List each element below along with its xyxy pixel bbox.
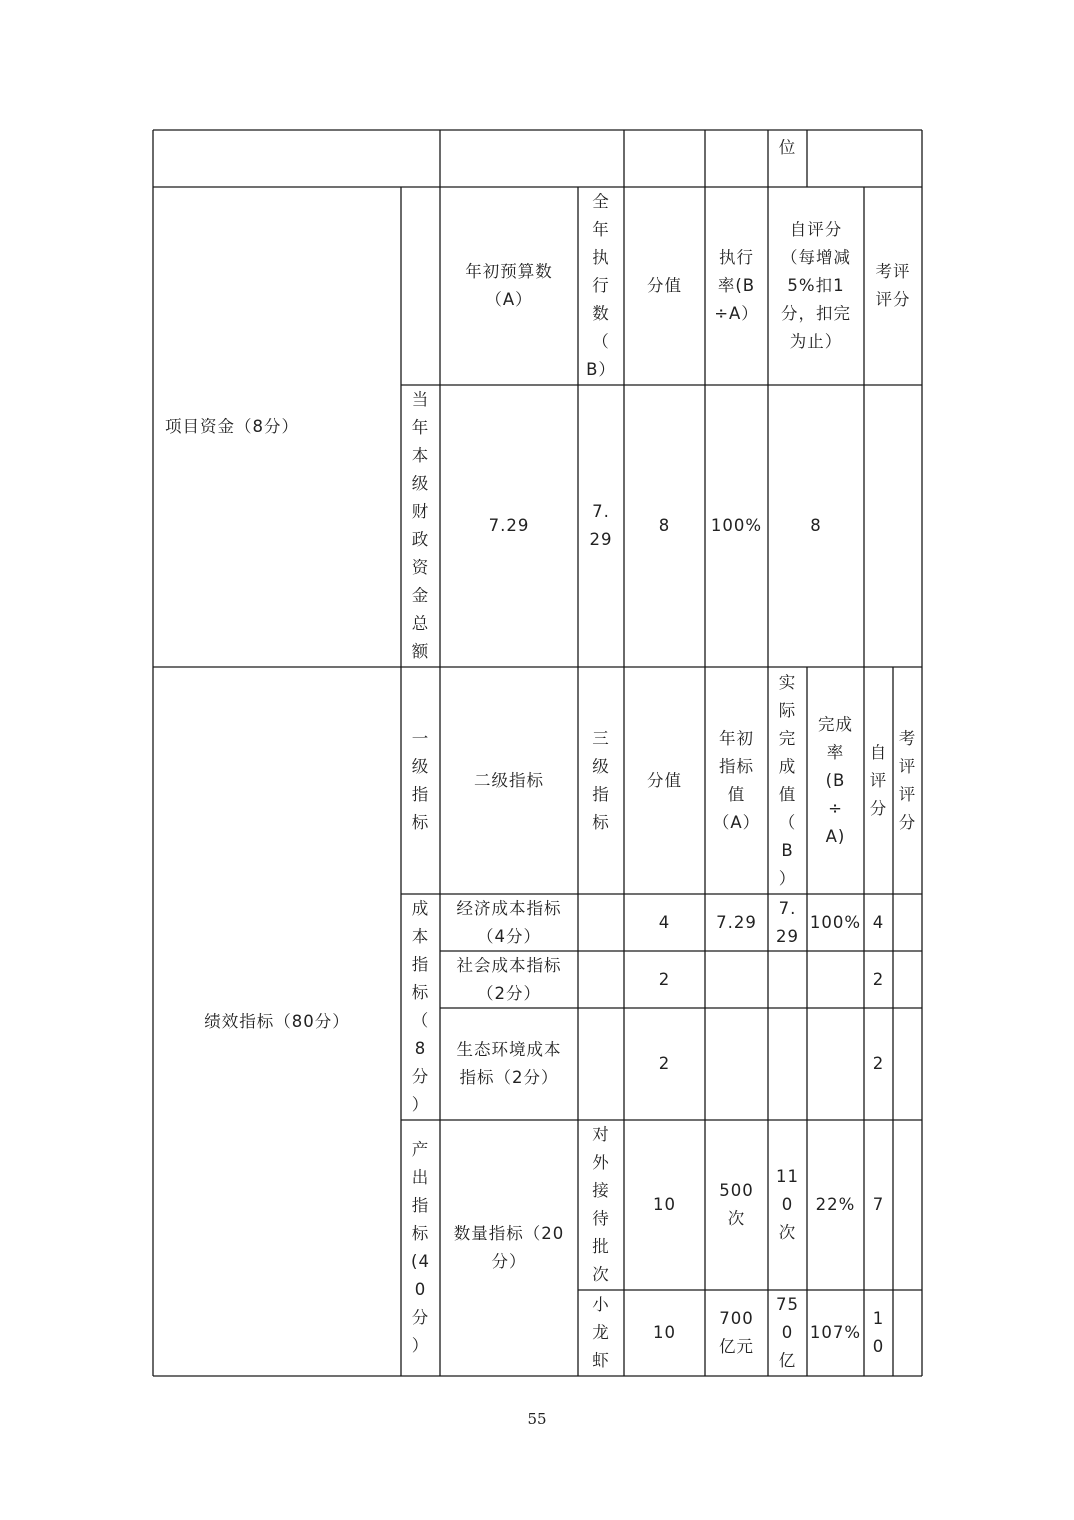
header-review-text: 考评 评分 <box>875 262 911 309</box>
output-level2-text: 数量指标（20 分） <box>453 1224 565 1271</box>
funds-row-self-eval <box>768 385 864 667</box>
cost-social-self-value: 2 <box>872 969 885 989</box>
page-number: 55 <box>527 1410 547 1428</box>
funds-annual-exec-value: 7. 29 <box>589 502 613 549</box>
table-row-cost-social-level2 <box>440 951 578 1008</box>
output-visits-name: 对 外 接 待 批 次 <box>592 1125 610 1284</box>
cost-economic-self-value: 4 <box>872 912 885 932</box>
cost-social-name: 社会成本指标 （2分） <box>456 955 562 1003</box>
perf-header-level3 <box>578 667 624 894</box>
cost-economic-completion-value: 100% <box>809 912 862 932</box>
cost-economic-name: 经济成本指标 （4分） <box>456 898 562 946</box>
cost-eco-score-value: 2 <box>658 1054 671 1073</box>
funds-row-score <box>624 385 705 667</box>
output-visits-self-value: 7 <box>872 1195 885 1214</box>
cost-eco-name: 生态环境成本 指标（2分） <box>456 1040 562 1087</box>
header-score-text: 分值 <box>647 276 682 295</box>
output-visits-actual <box>768 1120 807 1290</box>
funds-row-annual-exec <box>578 385 624 667</box>
header-exec-rate-text: 执行 率(B ÷A） <box>714 248 759 323</box>
header-perf-score-text: 分值 <box>647 770 682 790</box>
header-level3-text: 三 级 指 标 <box>592 728 610 832</box>
perf-header-target <box>705 667 768 894</box>
output-visits-target-value: 500 次 <box>719 1181 754 1228</box>
perf-header-actual <box>768 667 807 894</box>
output-crayfish-completion <box>807 1290 864 1376</box>
performance-label-cell <box>153 667 401 1376</box>
output-crayfish-target-value: 700 亿元 <box>719 1309 754 1356</box>
output-visits-score <box>624 1120 705 1290</box>
table-row-output-visits-level3 <box>578 1120 624 1290</box>
table-row-output-crayfish-level3 <box>578 1290 624 1376</box>
cost-social-score-value: 2 <box>658 969 671 989</box>
header-target-text: 年初 指标 值 （A） <box>712 728 761 832</box>
funds-header-score <box>624 187 705 385</box>
cost-economic-score-value: 4 <box>658 912 671 932</box>
perf-header-completion <box>807 667 864 894</box>
cost-social-score <box>624 951 705 1008</box>
output-crayfish-completion-value: 107% <box>809 1323 862 1342</box>
unit-fragment-cell <box>768 130 807 187</box>
header-self-eval-text: 自评分 （每增减 5%扣1 分，扣完 为止） <box>781 220 851 351</box>
funds-header-review <box>864 187 922 385</box>
header-initial-budget-text: 年初预算数 （A） <box>465 262 553 309</box>
cost-economic-score <box>624 894 705 951</box>
funds-header-exec-rate <box>705 187 768 385</box>
cost-eco-self <box>864 1008 893 1120</box>
output-crayfish-actual <box>768 1290 807 1376</box>
output-crayfish-score <box>624 1290 705 1376</box>
funds-self-eval-value: 8 <box>810 516 822 535</box>
table-row-cost-economic-level2 <box>440 894 578 951</box>
output-crayfish-score-value: 10 <box>653 1323 676 1342</box>
output-visits-actual-value: 11 0 次 <box>776 1167 799 1242</box>
funds-row-exec-rate <box>705 385 768 667</box>
funds-score-value: 8 <box>658 516 671 535</box>
cost-economic-actual-value: 7. 29 <box>776 898 799 946</box>
funds-exec-rate-value: 100% <box>710 516 763 535</box>
perf-header-review <box>893 667 922 894</box>
funds-row-name <box>401 385 440 667</box>
funds-label: 项目资金（8分） <box>165 417 299 436</box>
header-level1-text: 一 级 指 标 <box>411 728 430 832</box>
output-crayfish-self-value: 1 0 <box>872 1309 885 1356</box>
funds-label-cell <box>153 187 401 667</box>
output-visits-self <box>864 1120 893 1290</box>
header-completion-text: 完成 率 (B ÷ A) <box>818 714 853 846</box>
perf-header-level1 <box>401 667 440 894</box>
cost-social-self <box>864 951 893 1008</box>
header-level2-text: 二级指标 <box>474 770 544 790</box>
cost-level1-text: 成 本 指 标 （ 8 分 ） <box>411 899 430 1114</box>
cost-economic-target-value: 7.29 <box>716 912 757 932</box>
output-visits-completion-value: 22% <box>815 1195 856 1214</box>
cost-economic-self <box>864 894 893 951</box>
output-level1-text: 产 出 指 标 (4 0 分 ） <box>411 1140 430 1355</box>
output-visits-score-value: 10 <box>653 1195 676 1214</box>
table-row-cost-eco-level2 <box>440 1008 578 1120</box>
output-visits-target <box>705 1120 768 1290</box>
output-crayfish-actual-value: 75 0 亿 <box>776 1295 799 1370</box>
funds-header-initial-budget <box>440 187 578 385</box>
header-annual-exec-text: 全 年 执 行 数 （ B） <box>586 192 616 379</box>
output-level1-cell <box>401 1120 440 1376</box>
output-crayfish-self <box>864 1290 893 1376</box>
funds-header-self-eval <box>768 187 864 385</box>
funds-initial-budget-value: 7.29 <box>488 516 530 535</box>
cost-economic-target <box>705 894 768 951</box>
unit-fragment-text: 位 <box>778 138 797 157</box>
output-visits-completion <box>807 1120 864 1290</box>
perf-header-score <box>624 667 705 894</box>
perf-header-level2 <box>440 667 578 894</box>
funds-row-initial-budget <box>440 385 578 667</box>
cost-eco-self-value: 2 <box>872 1054 885 1073</box>
header-self-text: 自 评 分 <box>869 742 888 818</box>
performance-label: 绩效指标（80分） <box>204 1011 350 1031</box>
header-actual-text: 实 际 完 成 值 （ B ） <box>778 672 797 888</box>
cost-eco-score <box>624 1008 705 1120</box>
perf-header-self <box>864 667 893 894</box>
output-crayfish-target <box>705 1290 768 1376</box>
cost-economic-actual <box>768 894 807 951</box>
header-perf-review-text: 考 评 评 分 <box>898 728 917 832</box>
output-crayfish-name: 小 龙 虾 <box>592 1295 610 1370</box>
funds-row-name-text: 当 年 本 级 财 政 资 金 总 额 <box>411 390 430 661</box>
cost-level1-cell <box>401 894 440 1120</box>
output-level2-cell <box>440 1120 578 1376</box>
cost-economic-completion <box>807 894 864 951</box>
funds-header-annual-exec <box>578 187 624 385</box>
